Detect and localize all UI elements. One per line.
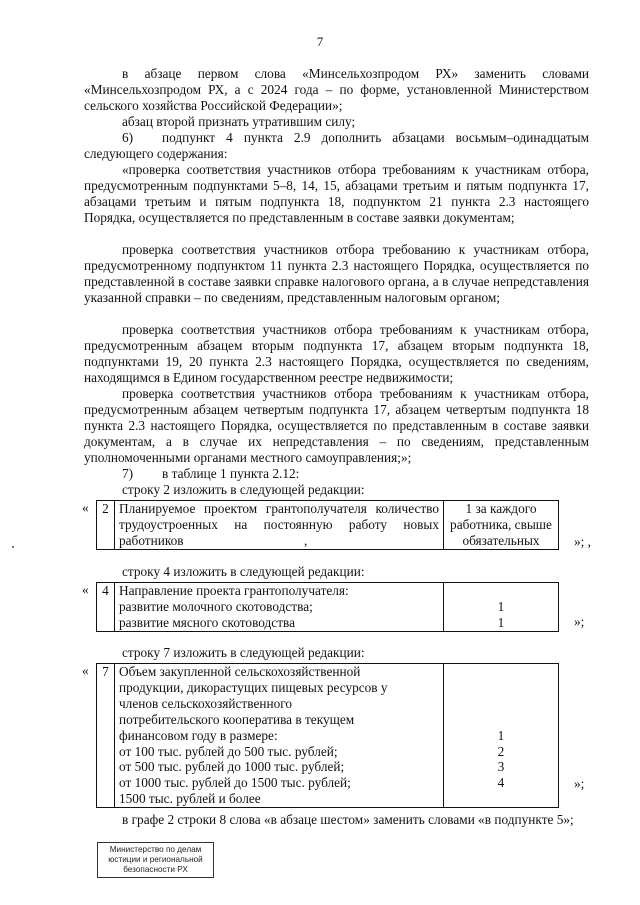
- row7-item-3: 1500 тыс. рублей и более: [119, 791, 261, 807]
- table-row: [97, 501, 559, 550]
- row4-table: [96, 582, 559, 632]
- table-row: [97, 583, 559, 632]
- row7-item-1: от 500 тыс. рублей до 1000 тыс. рублей;: [119, 759, 345, 775]
- row4-header: Направление проекта грантополучателя:: [119, 583, 349, 598]
- paragraph-1: в абзаце первом слова «Минсельхозпродом РХ» заменить словами «Минсельхозпродом РХ, а с 2024 года – по форме, установленной Министерством сельского хозяйства Российской Федерации»;: [84, 66, 589, 113]
- row7-item-2: от 1000 тыс. рублей до 1500 тыс. рублей;: [119, 775, 351, 791]
- row7-table: [96, 663, 559, 808]
- row4-lead: строку 4 изложить в следующей редакции:: [122, 564, 365, 579]
- row4-open-quote: «: [82, 582, 89, 597]
- page-number: 7: [316, 34, 324, 49]
- row4-value-0: 1: [497, 598, 505, 614]
- paragraph-2: абзац второй признать утратившим силу;: [122, 114, 356, 129]
- paragraph-6: проверка соответствия участников отбора требованиям к участникам отбора, предусмотренным абзацем вторым подпункта 17, абзацем вторым подпункта 18, подпунктами 19, 20 пункта 2.3 настоящего Порядка, осуществляется по сведениям, находящимся в Едином государственном реестре недвижимости;: [84, 322, 589, 385]
- row7-text: [115, 664, 444, 808]
- row4-item-0: развитие молочного скотоводства;: [119, 598, 313, 614]
- stamp-line-3: безопасности РХ: [123, 865, 188, 874]
- row7-value-1: 2: [497, 743, 505, 759]
- row2-lead: строку 2 изложить в следующей редакции:: [122, 482, 365, 497]
- margin-dot: [12, 546, 14, 548]
- item-number-7: 7): [122, 466, 134, 481]
- row4-item-1: развитие мясного скотоводства: [119, 614, 296, 630]
- row4-close-quote: »;: [574, 614, 585, 629]
- stamp-line-1: Министерство по делам: [109, 845, 202, 854]
- paragraph-5: проверка соответствия участников отбора требованию к участникам отбора, предусмотренному подпунктом 11 пункта 2.3 настоящего Порядка, осуществляется по представленной в составе заявки справке налогового органа, а в случае непредставления указанной справки – по сведениям, представленным налоговым органом;: [84, 242, 589, 305]
- row2-stray-mark: ,: [304, 533, 308, 548]
- item-number-6: 6): [122, 130, 134, 145]
- paragraph-8: [84, 466, 589, 482]
- registration-stamp: [97, 842, 214, 878]
- row7-item-0: от 100 тыс. рублей до 500 тыс. рублей;: [119, 743, 338, 759]
- row2-table: [96, 500, 559, 550]
- paragraph-7: проверка соответствия участников отбора требованиям к участникам отбора, предусмотренным абзацем четвертым подпункта 17, абзацем четвертым подпункта 18 пункта 2.3 настоящего Порядка, осуществляется по представленным в составе заявки документам, а в случае их непредставления – по сведениям, представленным уполномоченными органами местного самоуправления;»;: [84, 386, 589, 465]
- paragraph-4: «проверка соответствия участников отбора требованиям к участникам отбора, предусмотренным подпунктами 5–8, 14, 15, абзацами третьим и пятым подпункта 17, абзацами третьим и пятым подпункта 18, подпунктом 21 пункта 2.3 настоящего Порядка, осуществляется по представленным в составе заявки документам;: [84, 162, 589, 225]
- row7-header: Объем закупленной сельскохозяйственной продукции, дикорастущих пищевых ресурсов у членов сельскохозяйственного потребительского кооператива в текущем финансовом году в размере:: [119, 664, 388, 743]
- paragraph-8-text: в таблице 1 пункта 2.12:: [162, 466, 300, 481]
- paragraph-3: [84, 130, 589, 162]
- row2-value: 1 за каждого работника, свыше обязательных: [444, 501, 559, 550]
- row2-text: Планируемое проектом грантополучателя количество трудоустроенных на постоянную работу новых работников: [115, 501, 444, 550]
- table-row: [97, 664, 559, 808]
- row7-values: [444, 664, 559, 808]
- row7-open-quote: «: [82, 663, 89, 678]
- paragraph-3-text: подпункт 4 пункта 2.9 дополнить абзацами восьмым–одинадцатым следующего содержания:: [84, 130, 589, 161]
- row7-value-0: 1: [497, 727, 505, 743]
- row2-open-quote: «: [82, 500, 89, 515]
- row7-value-2: 3: [497, 759, 505, 775]
- row4-values: [444, 583, 559, 632]
- row4-text: [115, 583, 444, 632]
- stamp-line-2: юстиции и региональной: [108, 855, 203, 864]
- row4-value-1: 1: [497, 614, 505, 630]
- row7-value-3: 4: [497, 775, 505, 791]
- row7-close-quote: »;: [574, 776, 585, 791]
- row7-lead: строку 7 изложить в следующей редакции:: [122, 645, 365, 660]
- row7-num: 7: [97, 664, 115, 808]
- row2-close-quote: »; ,: [574, 534, 591, 549]
- row4-num: 4: [97, 583, 115, 632]
- row2-num: 2: [97, 501, 115, 550]
- final-paragraph: в графе 2 строки 8 слова «в абзаце шестом» заменить словами «в подпункте 5»;: [122, 812, 574, 827]
